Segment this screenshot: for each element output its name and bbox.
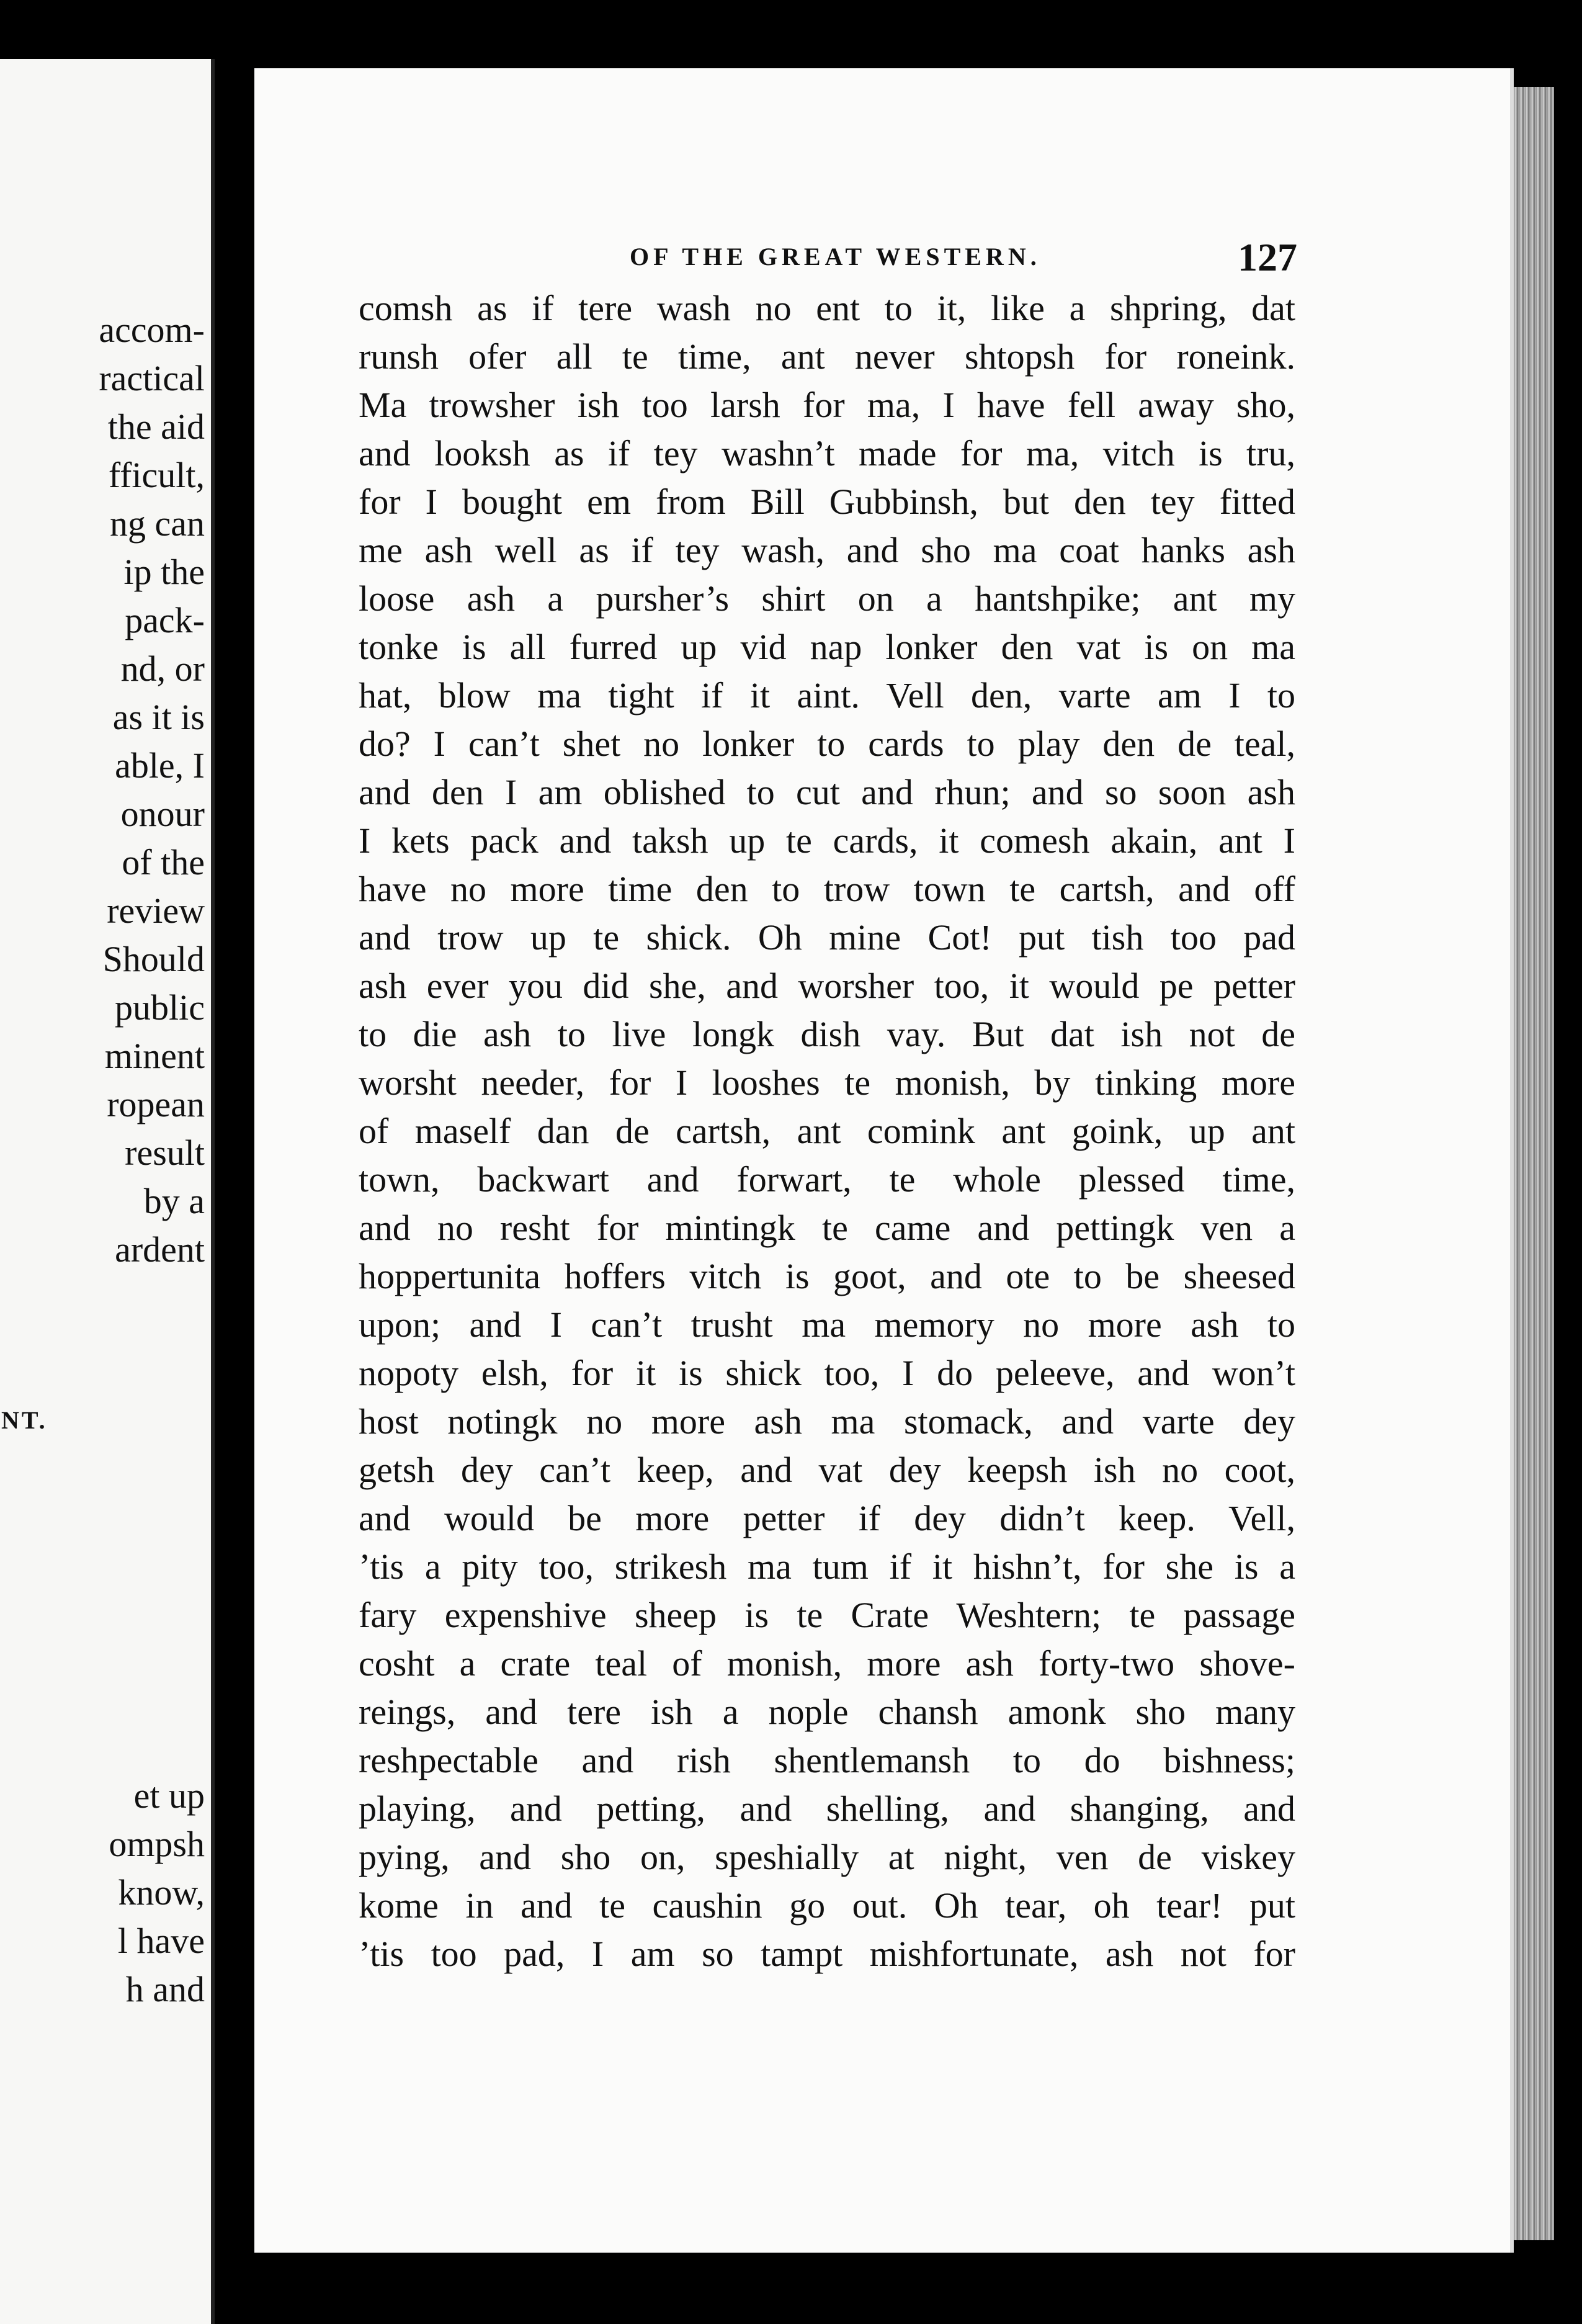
left-page-line: h and	[125, 1969, 205, 2009]
text-line: worsht needer, for I looshes te monish, by tinking more	[359, 1062, 1295, 1103]
text-line: playing, and petting, and shelling, and shanging, and	[359, 1788, 1295, 1829]
left-page-line: ractical	[99, 358, 205, 398]
text-line: ’tis a pity too, strikesh ma tum if it hishn’t, for she is a	[359, 1546, 1295, 1587]
left-page-line: ip the	[123, 552, 205, 592]
left-page-line: minent	[104, 1036, 205, 1076]
text-line: do? I can’t shet no lonker to cards to play den de teal,	[359, 724, 1295, 764]
text-line: me ash well as if tey wash, and sho ma coat hanks ash	[359, 530, 1295, 570]
left-page-line: et up	[133, 1775, 205, 1816]
page-edges	[1514, 87, 1554, 2240]
text-line: host notingk no more ash ma stomack, and varte dey	[359, 1401, 1295, 1442]
text-line: tonke is all furred up vid nap lonker den vat is on ma	[359, 627, 1295, 667]
left-page-line: ng can	[110, 503, 205, 544]
text-line: I kets pack and taksh up te cards, it comesh akain, ant I	[359, 820, 1295, 861]
left-page-line: the aid	[107, 406, 205, 447]
text-line: to die ash to live longk dish vay. But dat ish not de	[359, 1014, 1295, 1054]
text-line: kome in and te caushin go out. Oh tear, oh tear! put	[359, 1885, 1295, 1926]
text-line: hat, blow ma tight if it aint. Vell den, varte am I to	[359, 675, 1295, 716]
text-line: getsh dey can’t keep, and vat dey keepsh ish no coot,	[359, 1450, 1295, 1490]
left-page-line: result	[125, 1133, 205, 1173]
text-line: reshpectable and rish shentlemansh to do bishness;	[359, 1740, 1295, 1780]
text-line: for I bought em from Bill Gubbinsh, but den tey fitted	[359, 482, 1295, 522]
left-page-line: ardent	[115, 1229, 205, 1270]
left-page-line: l have	[117, 1921, 205, 1961]
running-head: OF THE GREAT WESTERN.	[630, 243, 1041, 271]
text-line: and would be more petter if dey didn’t keep. Vell,	[359, 1498, 1295, 1538]
text-line: reings, and tere ish a nople chansh amonk sho many	[359, 1692, 1295, 1732]
text-line: cosht a crate teal of monish, more ash forty-two shove-	[359, 1643, 1295, 1684]
text-line: town, backwart and forwart, te whole plessed time,	[359, 1159, 1295, 1200]
text-line: upon; and I can’t trusht ma memory no more ash to	[359, 1304, 1295, 1345]
text-line: of maself dan de cartsh, ant comink ant goink, up ant	[359, 1111, 1295, 1151]
left-page-line: as it is	[112, 697, 205, 737]
text-line: ash ever you did she, and worsher too, it would pe petter	[359, 966, 1295, 1006]
text-line: ’tis too pad, I am so tampt mishfortunate, ash not for	[359, 1934, 1295, 1974]
text-line: and trow up te shick. Oh mine Cot! put tish too pad	[359, 917, 1295, 958]
text-line: loose ash a pursher’s shirt on a hantshpike; ant my	[359, 578, 1295, 619]
text-line: runsh ofer all te time, ant never shtopsh for roneink.	[359, 336, 1295, 377]
left-page-line: Should	[102, 939, 205, 979]
text-line: Ma trowsher ish too larsh for ma, I have fell away sho,	[359, 385, 1295, 425]
left-page-line: onour	[120, 794, 205, 834]
signature-fragment: NT.	[1, 1406, 48, 1434]
text-line: and no resht for mintingk te came and pettingk ven a	[359, 1208, 1295, 1248]
text-line: fary expenshive sheep is te Crate Weshtern; te passage	[359, 1595, 1295, 1635]
text-line: and looksh as if tey washn’t made for ma, vitch is tru,	[359, 433, 1295, 473]
left-page-line: ropean	[107, 1084, 205, 1124]
page-number: 127	[1238, 235, 1297, 279]
text-line: and den I am oblished to cut and rhun; and so soon ash	[359, 772, 1295, 812]
left-page-line: of the	[122, 842, 205, 882]
text-line: comsh as if tere wash no ent to it, like a shpring, dat	[359, 288, 1295, 328]
text-line: pying, and sho on, speshially at night, ven de viskey	[359, 1837, 1295, 1877]
left-page-line: accom-	[99, 310, 205, 350]
left-page-line: by a	[143, 1181, 205, 1221]
left-page-line: review	[107, 891, 205, 931]
left-page-line: ompsh	[109, 1824, 205, 1864]
left-page-line: nd, or	[120, 648, 205, 689]
text-line: hoppertunita hoffers vitch is goot, and ote to be sheesed	[359, 1256, 1295, 1296]
text-line: have no more time den to trow town te cartsh, and off	[359, 869, 1295, 909]
left-page-line: know,	[118, 1872, 205, 1913]
left-page-line: public	[115, 987, 205, 1028]
left-page-line: fficult,	[108, 455, 205, 495]
left-page-line: able, I	[115, 745, 205, 786]
previous-page-fragment	[0, 59, 215, 2324]
body-text	[359, 284, 1295, 1978]
text-line: nopoty elsh, for it is shick too, I do peleeve, and won’t	[359, 1353, 1295, 1393]
left-page-line: pack-	[125, 600, 205, 640]
